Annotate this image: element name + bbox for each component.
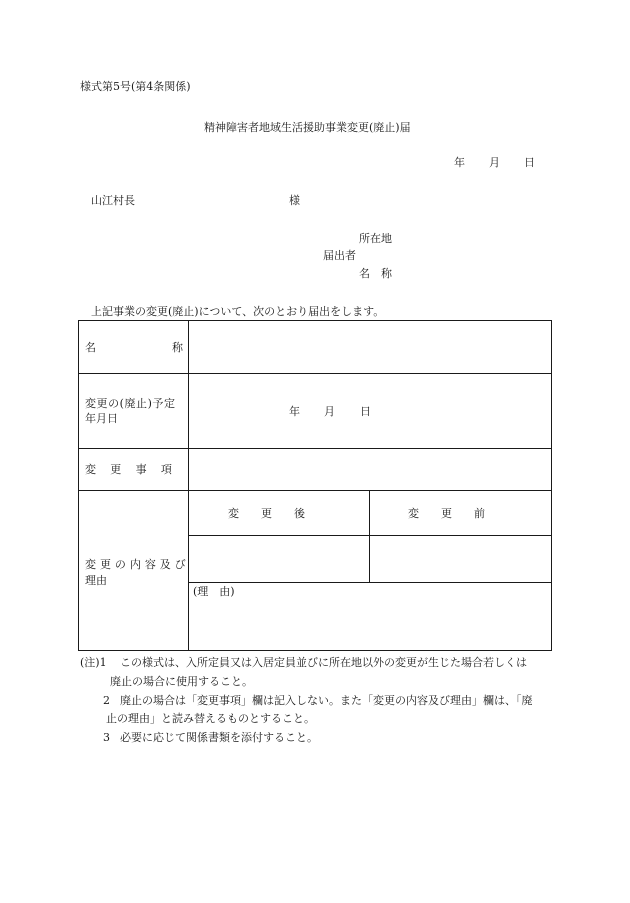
- form-title: 精神障害者地域生活援助事業変更(廃止)届: [204, 121, 411, 134]
- after-header: 変 更 後: [228, 507, 305, 520]
- notifier-label: 届出者: [323, 249, 356, 262]
- date-row-label-2: 年月日: [85, 412, 118, 425]
- intro-text: 上記事業の変更(廃止)について、次のとおり届出をします。: [91, 305, 385, 318]
- addressee-name: 山江村長: [91, 194, 135, 207]
- before-header: 変 更 前: [408, 507, 485, 520]
- addressee-honorific: 様: [289, 194, 300, 207]
- note-2-number: 2: [103, 694, 110, 707]
- address-label: 所在地: [359, 232, 392, 245]
- reason-label: (理 由): [193, 585, 235, 598]
- content-row-label-2: 理由: [85, 574, 107, 587]
- date-day-label: 日: [524, 156, 535, 169]
- note-2-line-2: 止の理由」と読み替えるものとすること。: [106, 712, 315, 725]
- note-3-line-1: 必要に応じて関係書類を添付すること。: [120, 731, 318, 744]
- note-1-line-2: 廃止の場合に使用すること。: [110, 675, 253, 688]
- change-date-month: 月: [324, 405, 335, 418]
- date-month-label: 月: [489, 156, 500, 169]
- change-date-year: 年: [289, 405, 300, 418]
- name-row-label-2: 称: [172, 341, 183, 354]
- date-year-label: 年: [454, 156, 465, 169]
- name-label: 名 称: [359, 267, 392, 280]
- date-row-label-1: 変更の(廃止)予定: [85, 397, 176, 410]
- note-1-line-1: この様式は、入所定員又は入居定員並びに所在地以外の変更が生じた場合若しくは: [120, 656, 527, 669]
- note-1-prefix: (注)1: [80, 656, 107, 669]
- items-row-label: 変更事項: [85, 463, 187, 476]
- note-3-number: 3: [103, 731, 110, 744]
- change-date-day: 日: [360, 405, 371, 418]
- form-number: 様式第5号(第4条関係): [80, 80, 191, 93]
- name-row-label-1: 名: [85, 341, 96, 354]
- note-2-line-1: 廃止の場合は「変更事項」欄は記入しない。また「変更の内容及び理由」欄は、「廃: [120, 694, 533, 707]
- content-row-label-1: 変更の内容及び: [85, 558, 190, 571]
